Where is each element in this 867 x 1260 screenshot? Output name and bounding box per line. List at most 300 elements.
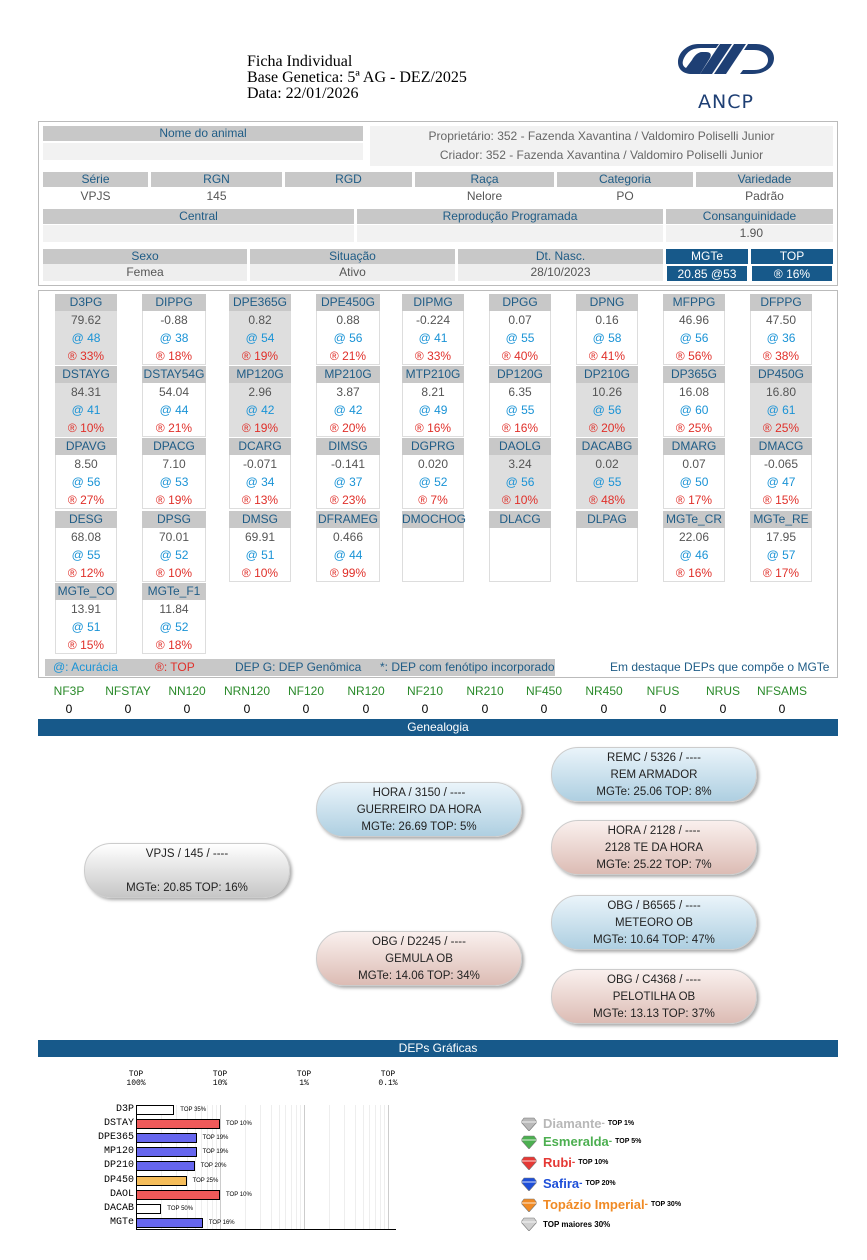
dep-name: DLPAG — [576, 511, 638, 528]
nf-label-nfsams: NFSAMS — [756, 684, 807, 698]
ss-mgte: MGTe: 25.06 TOP: 8% — [596, 786, 712, 798]
dep-name: DPACG — [142, 438, 206, 455]
dep-top: ® 99% — [329, 566, 367, 580]
gem-row — [521, 1134, 641, 1149]
dep-value: 22.06 — [678, 530, 710, 544]
dep-name: MP210G — [316, 366, 380, 383]
gem-row — [521, 1155, 608, 1170]
dep-name: DP365G — [663, 366, 725, 383]
gem-icon — [521, 1198, 537, 1212]
dep-accuracy: @ 46 — [679, 548, 709, 562]
graph-gridline — [260, 1105, 261, 1230]
dep-accuracy: @ 51 — [245, 548, 275, 562]
dep-top: ® 33% — [67, 349, 105, 363]
dep-value: 0.16 — [595, 313, 619, 327]
graph-gridline — [291, 1105, 292, 1230]
dep-accuracy: @ 41 — [71, 403, 101, 417]
graph-bar-label: TOP 35% — [180, 1107, 207, 1113]
raca-label: Raça — [415, 172, 554, 187]
graph-gridline — [344, 1105, 345, 1230]
dep-top: ® 15% — [762, 493, 800, 507]
legend-top: ®: TOP — [155, 660, 195, 674]
dep-name: DMSG — [229, 511, 291, 528]
dep-value: 8.50 — [74, 457, 98, 471]
dt-nasc-value: 28/10/2023 — [458, 264, 663, 281]
gem-row — [521, 1197, 681, 1212]
graph-tick-label: TOP 0.1% — [378, 1070, 398, 1088]
dep-value: 46.96 — [678, 313, 710, 327]
dep-value: 0.07 — [508, 313, 532, 327]
dep-name: MGTe_CR — [663, 511, 725, 528]
graph-tick-label: TOP 10% — [212, 1070, 228, 1088]
gem-top: TOP 30% — [650, 1201, 682, 1208]
graph-gridline — [355, 1105, 356, 1230]
dep-accuracy: @ 57 — [766, 548, 796, 562]
dep-value: -0.224 — [415, 313, 451, 327]
graph-bar-mgte — [136, 1218, 203, 1228]
top-value: ® 16% — [751, 265, 833, 282]
dep-name: DMOCHOG — [402, 512, 466, 526]
dep-accuracy: @ 56 — [592, 403, 622, 417]
dep-top: ® 18% — [155, 638, 193, 652]
dep-name: DGPRG — [402, 438, 464, 455]
dep-accuracy: @ 56 — [71, 475, 101, 489]
graph-bar-dp450 — [136, 1176, 187, 1186]
dep-accuracy: @ 55 — [71, 548, 101, 562]
dep-value: 6.35 — [508, 385, 532, 399]
gem-icon — [521, 1135, 537, 1149]
pedigree-sire-sire — [551, 747, 757, 802]
dd-mgte: MGTe: 13.13 TOP: 37% — [593, 1008, 715, 1020]
nf-label-nrn120: NRN120 — [223, 684, 271, 698]
dep-value: 68.08 — [70, 530, 102, 544]
animal-mgte: MGTe: 20.85 TOP: 16% — [126, 882, 248, 894]
dep-top: ® 16% — [414, 421, 452, 435]
nf-value-nr120: 0 — [362, 702, 370, 716]
dep-accuracy: @ 44 — [159, 403, 189, 417]
ss-id: REMC / 5326 / ---- — [607, 752, 701, 764]
dep-accuracy: @ 61 — [766, 403, 796, 417]
dep-top: ® 20% — [329, 421, 367, 435]
dep-name: DSTAYG — [55, 366, 117, 383]
legend-accuracy: @: Acurácia — [53, 660, 118, 674]
gem-name: Safira — [543, 1176, 580, 1191]
dep-value: 11.84 — [159, 602, 189, 616]
nf-value-nrn120: 0 — [243, 702, 251, 716]
dep-accuracy: @ 54 — [245, 331, 275, 345]
gem-top: TOP 5% — [615, 1138, 642, 1145]
dep-accuracy: @ 56 — [333, 331, 363, 345]
nf-label-nfus: NFUS — [646, 684, 680, 698]
graph-gridline — [279, 1105, 280, 1230]
graph-gridline — [375, 1105, 376, 1230]
logo-text: ANCP — [698, 91, 754, 113]
nf-label-nf3p: NF3P — [53, 684, 85, 698]
dep-value: 0.466 — [332, 530, 364, 544]
dep-value: 17.95 — [765, 530, 797, 544]
dep-top: ® 20% — [588, 421, 626, 435]
dep-accuracy: @ 36 — [766, 331, 796, 345]
dep-top: ® 17% — [675, 493, 713, 507]
report-date: Data: 22/01/2026 — [247, 85, 359, 102]
consanguinidade-label: Consanguinidade — [666, 209, 833, 224]
dep-top: ® 23% — [329, 493, 367, 507]
dep-name: MTP210G — [402, 366, 464, 383]
dep-value: 0.02 — [595, 457, 619, 471]
graph-bar-label: TOP 10% — [226, 1121, 252, 1128]
dep-accuracy: @ 42 — [245, 403, 275, 417]
graph-bar-dacab — [136, 1204, 161, 1214]
legend-genomic: DEP G: DEP Genômica — [235, 660, 362, 674]
dep-name: DPE365G — [229, 294, 291, 311]
variedade-value: Padrão — [696, 188, 833, 205]
graph-gridline — [384, 1105, 385, 1230]
ss-name: REM ARMADOR — [610, 769, 698, 781]
graph-gridline — [329, 1105, 330, 1230]
dep-value: 0.88 — [336, 313, 360, 327]
graph-bar-dp210 — [136, 1161, 195, 1171]
graph-gridline — [300, 1105, 301, 1230]
serie-label: Série — [43, 172, 148, 187]
situacao-label: Situação — [250, 249, 455, 264]
breeder-text: Criador: 352 - Fazenda Xavantina / Valdomiro Poliselli Junior — [439, 148, 764, 162]
nf-value-nrus: 0 — [719, 702, 727, 716]
graph-bar-label: TOP 19% — [202, 1135, 229, 1142]
dep-top: ® 10% — [155, 566, 193, 580]
sire-name: GUERREIRO DA HORA — [356, 804, 482, 816]
graph-label-mp120: MP120 — [103, 1146, 134, 1158]
dep-top: ® 40% — [501, 349, 539, 363]
graph-gridline — [369, 1105, 370, 1230]
dep-top: ® 27% — [67, 493, 105, 507]
dep-name: DFPPG — [750, 294, 812, 311]
pedigree-sire-dam — [551, 820, 757, 875]
dep-top: ® 41% — [588, 349, 626, 363]
gem-row — [521, 1116, 634, 1131]
gem-icon — [521, 1217, 537, 1231]
nf-label-nf450: NF450 — [525, 684, 563, 698]
dep-value: 16.08 — [678, 385, 710, 399]
dep-name: DSTAY54G — [143, 367, 205, 381]
dep-top: ® 10% — [241, 566, 279, 580]
dep-accuracy: @ 34 — [245, 475, 275, 489]
dep-name: DAOLG — [489, 438, 551, 455]
dep-accuracy: @ 44 — [333, 548, 363, 562]
dep-value: 7.10 — [162, 457, 186, 471]
dep-top: ® 33% — [414, 349, 452, 363]
dep-value: -0.071 — [242, 457, 278, 471]
gem-row — [521, 1217, 610, 1231]
dep-top: ® 16% — [675, 566, 713, 580]
graph-bar-label: TOP 50% — [167, 1205, 194, 1212]
dep-name: DMARG — [663, 438, 725, 455]
raca-value: Nelore — [415, 188, 554, 205]
graph-tick-label: TOP 1% — [296, 1070, 312, 1088]
report-title: Ficha Individual — [247, 53, 353, 70]
sire-id: HORA / 3150 / ---- — [372, 787, 466, 799]
nf-value-nn120: 0 — [183, 702, 191, 716]
categoria-label: Categoria — [557, 172, 693, 187]
dep-value: -0.065 — [763, 457, 799, 471]
nf-value-nf210: 0 — [421, 702, 429, 716]
dep-name: DLACG — [489, 511, 551, 528]
dep-name: DIPPG — [142, 294, 206, 311]
dep-accuracy: @ 52 — [159, 620, 189, 634]
pedigree-sire — [316, 782, 522, 837]
dep-accuracy: @ 53 — [159, 475, 189, 489]
sire-mgte: MGTe: 26.69 TOP: 5% — [361, 821, 477, 833]
dep-name: DFRAMEG — [318, 512, 378, 526]
nf-label-nn120: NN120 — [168, 684, 206, 698]
animal-name — [85, 863, 289, 880]
dep-value: 84.31 — [70, 385, 102, 399]
sd-id: HORA / 2128 / ---- — [607, 825, 701, 837]
graph-label-d3p: D3P — [115, 1104, 134, 1115]
dep-name: DCARG — [229, 438, 291, 455]
dep-top: ® 16% — [501, 421, 539, 435]
pedigree-dam-dam — [551, 969, 757, 1024]
graph-label-dacab: DACAB — [103, 1202, 134, 1214]
dep-accuracy: @ 48 — [71, 331, 101, 345]
dep-top: ® 10% — [501, 493, 539, 507]
dep-accuracy: @ 56 — [679, 331, 709, 345]
pedigree-dam — [316, 931, 522, 986]
dep-name: MGTe_RE — [750, 511, 812, 528]
dep-accuracy: @ 58 — [592, 331, 622, 345]
graph-gridline — [388, 1105, 389, 1230]
dep-value: 69.91 — [244, 530, 276, 544]
graph-label-dstay: DSTAY — [103, 1118, 134, 1130]
graph-bar-daol — [136, 1190, 220, 1200]
dep-accuracy: @ 37 — [333, 475, 363, 489]
dep-name: MP120G — [229, 366, 291, 383]
graph-gridline — [363, 1105, 364, 1230]
graph-gridline — [271, 1105, 272, 1230]
mgte-value: 20.85 @53 — [666, 265, 748, 282]
dep-top: ® 56% — [675, 349, 713, 363]
genealogy-title: Genealogia — [38, 719, 838, 736]
dep-value: 70.01 — [158, 530, 190, 544]
variedade-label: Variedade — [696, 172, 833, 187]
animal-id: VPJS / 145 / ---- — [145, 848, 229, 860]
dep-name: DIMSG — [316, 438, 380, 455]
dep-name: D3PG — [55, 294, 117, 311]
graph-label-dpe365: DPE365 — [97, 1132, 134, 1144]
gem-sep: - — [644, 1199, 648, 1210]
dep-accuracy: @ 50 — [679, 475, 709, 489]
dep-value: 79.62 — [70, 313, 102, 327]
consanguinidade-value: 1.90 — [666, 225, 833, 242]
ds-id: OBG / B6565 / ---- — [607, 900, 701, 912]
mgte-label: MGTe — [666, 249, 748, 264]
dep-accuracy: @ 60 — [679, 403, 709, 417]
graph-label-dp450: DP450 — [103, 1174, 134, 1186]
nf-value-nr450: 0 — [600, 702, 608, 716]
dep-accuracy: @ 55 — [505, 403, 535, 417]
dep-accuracy: @ 38 — [159, 331, 189, 345]
dep-accuracy: @ 55 — [505, 331, 535, 345]
graph-gridline — [285, 1105, 286, 1230]
dep-accuracy: @ 42 — [333, 403, 363, 417]
dep-top: ® 38% — [762, 349, 800, 363]
dep-name: DPAVG — [55, 438, 117, 455]
graph-bar-label: TOP 25% — [192, 1177, 219, 1184]
dep-top: ® 48% — [588, 493, 626, 507]
gem-icon — [521, 1156, 537, 1170]
nf-value-nfsams: 0 — [778, 702, 786, 716]
dep-name: DMACG — [750, 438, 812, 455]
gem-top: TOP maiores 30% — [543, 1219, 611, 1229]
nf-label-nr120: NR120 — [347, 684, 385, 698]
gem-name: Rubi — [543, 1155, 572, 1170]
gem-sep: - — [601, 1118, 605, 1129]
dep-value: 0.82 — [248, 313, 272, 327]
pedigree-dam-sire — [551, 895, 757, 950]
dep-top: ® 18% — [155, 349, 193, 363]
dep-accuracy: @ 47 — [766, 475, 796, 489]
dep-name: DP210G — [576, 366, 638, 383]
dep-top: ® 12% — [67, 566, 105, 580]
dep-value: 13.91 — [70, 602, 102, 616]
dep-top: ® 25% — [762, 421, 800, 435]
dep-value: 47.50 — [765, 313, 797, 327]
gem-sep: - — [571, 1157, 576, 1168]
gem-row — [521, 1176, 616, 1191]
graph-title: DEPs Gráficas — [38, 1040, 838, 1057]
dep-name: DPNG — [576, 294, 638, 311]
dep-accuracy: @ 41 — [418, 331, 448, 345]
graph-bar-label: TOP 20% — [200, 1163, 227, 1170]
genetic-base: Base Genetica: 5ª AG - DEZ/2025 — [247, 69, 467, 86]
dam-mgte: MGTe: 14.06 TOP: 34% — [358, 970, 480, 982]
dep-name: DESG — [55, 511, 117, 528]
dep-accuracy: @ 49 — [418, 403, 448, 417]
nf-label-nr210: NR210 — [466, 684, 504, 698]
dep-accuracy: @ 52 — [418, 475, 448, 489]
rgn-value: 145 — [151, 188, 282, 205]
dep-value: 0.07 — [682, 457, 706, 471]
nf-label-nrus: NRUS — [705, 684, 740, 698]
dep-name: DP120G — [489, 366, 551, 383]
graph-bar-dstay — [136, 1119, 220, 1129]
graph-label-dp210: DP210 — [103, 1160, 134, 1172]
graph-bar-dpe365 — [136, 1133, 197, 1143]
dd-name: PELOTILHA OB — [612, 991, 696, 1003]
serie-value: VPJS — [43, 188, 148, 205]
dep-name: DP450G — [750, 366, 812, 383]
gem-top: TOP 20% — [585, 1180, 616, 1187]
dep-accuracy: @ 51 — [71, 620, 101, 634]
dep-top: ® 25% — [675, 421, 713, 435]
ds-mgte: MGTe: 10.64 TOP: 47% — [593, 934, 715, 946]
gem-icon — [521, 1177, 537, 1191]
nf-value-nf120: 0 — [302, 702, 310, 716]
dep-value: 3.87 — [336, 385, 360, 399]
dep-top: ® 19% — [241, 421, 279, 435]
nf-label-nf120: NF120 — [287, 684, 325, 698]
dep-accuracy: @ 55 — [592, 475, 622, 489]
nf-value-nf450: 0 — [540, 702, 548, 716]
dep-value: 8.21 — [421, 385, 445, 399]
graph-tick-label: TOP 100% — [126, 1070, 146, 1088]
dep-value: 16.80 — [765, 385, 797, 399]
animal-name-label: Nome do animal — [43, 126, 363, 141]
dd-id: OBG / C4368 / ---- — [607, 974, 701, 986]
sd-mgte: MGTe: 25.22 TOP: 7% — [596, 859, 712, 871]
nf-label-nf210: NF210 — [406, 684, 444, 698]
dep-accuracy: @ 52 — [159, 548, 189, 562]
graph-baseline — [136, 1229, 396, 1230]
gem-sep: - — [579, 1178, 583, 1189]
graph-label-mgte: MGTe — [109, 1216, 134, 1228]
gem-name: Topázio Imperial — [543, 1197, 645, 1212]
dep-top: ® 19% — [155, 493, 193, 507]
graph-bar-d3p — [136, 1105, 174, 1115]
dep-name: DPE450G — [316, 294, 380, 311]
dep-name: DIPMG — [402, 294, 464, 311]
ds-name: METEORO OB — [615, 917, 693, 929]
pedigree-animal — [84, 843, 290, 898]
nf-label-nr450: NR450 — [585, 684, 623, 698]
dep-name: MGTe_CO — [55, 583, 117, 600]
dep-accuracy: @ 56 — [505, 475, 535, 489]
dep-value: 54.04 — [158, 385, 190, 399]
dt-nasc-label: Dt. Nasc. — [458, 249, 663, 264]
dep-value: 3.24 — [508, 457, 532, 471]
sd-name: 2128 TE DA HORA — [604, 842, 704, 854]
central-label: Central — [43, 209, 354, 224]
graph-bar-label: TOP 10% — [226, 1191, 252, 1198]
sexo-label: Sexo — [43, 249, 247, 264]
categoria-value: PO — [557, 188, 693, 205]
graph-bar-label: TOP 19% — [202, 1149, 229, 1156]
dep-name: MFPPG — [663, 294, 725, 311]
dep-value: 0.020 — [417, 457, 449, 471]
nf-value-nfstay: 0 — [124, 702, 132, 716]
gem-icon — [521, 1117, 537, 1131]
dep-top: ® 15% — [67, 638, 105, 652]
dep-top: ® 13% — [241, 493, 279, 507]
graph-gridline — [296, 1105, 297, 1230]
gem-sep: - — [608, 1136, 613, 1147]
dep-top: ® 21% — [155, 421, 193, 435]
graph-bar-label: TOP 16% — [208, 1219, 235, 1226]
gem-name: Diamante — [543, 1116, 602, 1131]
nf-value-nr210: 0 — [481, 702, 489, 716]
dep-value: 10.26 — [591, 385, 623, 399]
dam-name: GEMULA OB — [385, 953, 453, 965]
top-label: TOP — [751, 249, 833, 264]
rgn-label: RGN — [151, 172, 282, 187]
dep-top: ® 21% — [329, 349, 367, 363]
owner-text: Proprietário: 352 - Fazenda Xavantina / Valdomiro Poliselli Junior — [428, 129, 775, 143]
graph-bar-mp120 — [136, 1147, 197, 1157]
gem-name: Esmeralda — [543, 1134, 609, 1149]
legend-highlight: Em destaque DEPs que compõe o MGTe — [610, 660, 830, 674]
legend-phenotype: *: DEP com fenótipo incorporado — [380, 660, 555, 674]
dep-name: DPSG — [142, 511, 206, 528]
dep-top: ® 19% — [241, 349, 279, 363]
graph-label-daol: DAOL — [109, 1188, 134, 1200]
dep-name: DPGG — [489, 294, 551, 311]
rgd-label: RGD — [285, 172, 412, 187]
dep-value: 2.96 — [248, 385, 272, 399]
dep-top: ® 7% — [418, 493, 448, 507]
graph-gridline — [304, 1105, 305, 1230]
nf-label-nfstay: NFSTAY — [105, 684, 151, 698]
situacao-value: Ativo — [250, 264, 455, 281]
dam-id: OBG / D2245 / ---- — [372, 936, 466, 948]
